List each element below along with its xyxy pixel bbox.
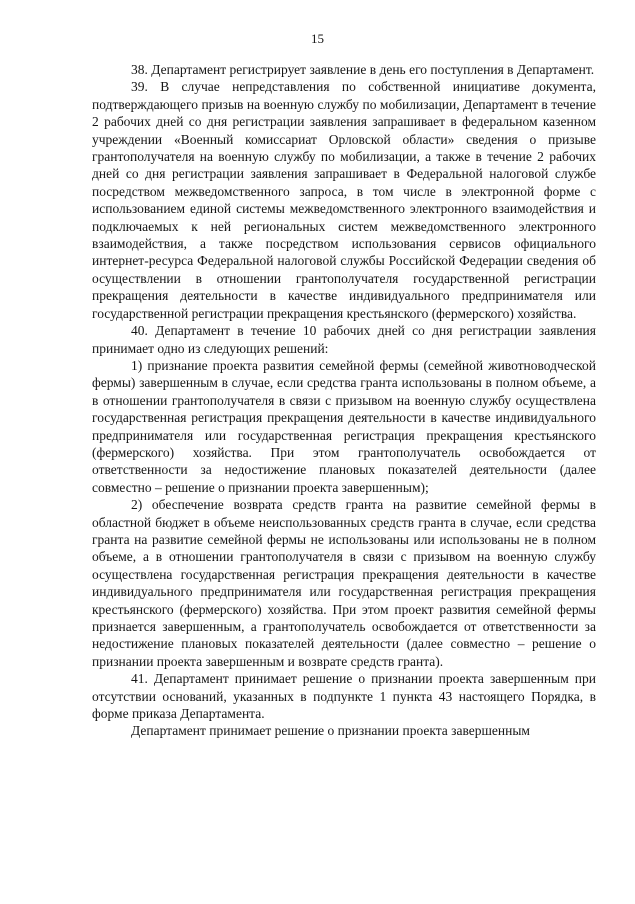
paragraph-40: 40. Департамент в течение 10 рабочих дней со дня регистрации заявления принимает одно из следующих решений: — [92, 323, 596, 356]
paragraph-41-continued: Департамент принимает решение о признании проекта завершенным — [131, 723, 530, 739]
paragraph-41: 41. Департамент принимает решение о признании проекта завершенным при отсутствии оснований, указанных в подпункте 1 пункта 43 настоящего Порядка, в форме приказа Департамента. — [92, 671, 596, 722]
paragraph-40-item-1: 1) признание проекта развития семейной фермы (семейной животноводческой фермы) завершенным в случае, если средства гранта использованы в полном объеме, а в отношении грантополучателя в связи с призывом на военную службу осуществлена государственная регистрация прекращения деятельности в качестве индивидуального предпринимателя или государственная регистрация прекращения крестьянского (фермерского) хозяйства. При этом грантополучатель освобождается от ответственности за недостижение плановых показателей деятельности (далее совместно – решение о признании проекта завершенным); — [92, 357, 596, 495]
document-body — [92, 61, 596, 740]
paragraph-38: 38. Департамент регистрирует заявление в день его поступления в Департамент. — [131, 62, 595, 77]
page-number: 15 — [311, 31, 324, 46]
paragraph-39: 39. В случае непредставления по собственной инициативе документа, подтверждающего призыв на военную службу по мобилизации, Департамент в течение 2 рабочих дней со дня регистрации заявления запрашивает в федеральном казенном учреждении «Военный комиссариат Орловской области» сведения о призыве грантополучателя на военную службу по мобилизации, а также в течение 2 рабочих дней со дня регистрации заявления запрашивает в Федеральной налоговой службе посредством межведомственного запроса, в том числе в электронной форме с использованием единой системы межведомственного электронного взаимодействия и подключаемых к ней региональных систем межведомственного электронного взаимодействия, а также посредством использования сервисов официального интернет-ресурса Федеральной налоговой службы Российской Федерации сведения об осуществлении в отношении грантополучателя государственной регистрации прекращения деятельности в качестве индивидуального предпринимателя или государственной регистрации прекращения крестьянского (фермерского) хозяйства. — [92, 79, 596, 321]
paragraph-40-item-2: 2) обеспечение возврата средств гранта на развитие семейной фермы в областной бюджет в объеме неиспользованных средств гранта в случае, если средства гранта на развитие семейной фермы не использованы или использованы не в полном объеме, а в отношении грантополучателя в связи с призывом на военную службу осуществлена государственная регистрация прекращения деятельности в качестве индивидуального предпринимателя или государственная регистрация прекращения крестьянского (фермерского) хозяйства. При этом проект развития семейной фермы признается завершенным, а грантополучатель освобождается от ответственности за недостижение плановых показателей деятельности (далее совместно – решение о признании проекта завершенным и возврате средств гранта). — [92, 497, 596, 669]
